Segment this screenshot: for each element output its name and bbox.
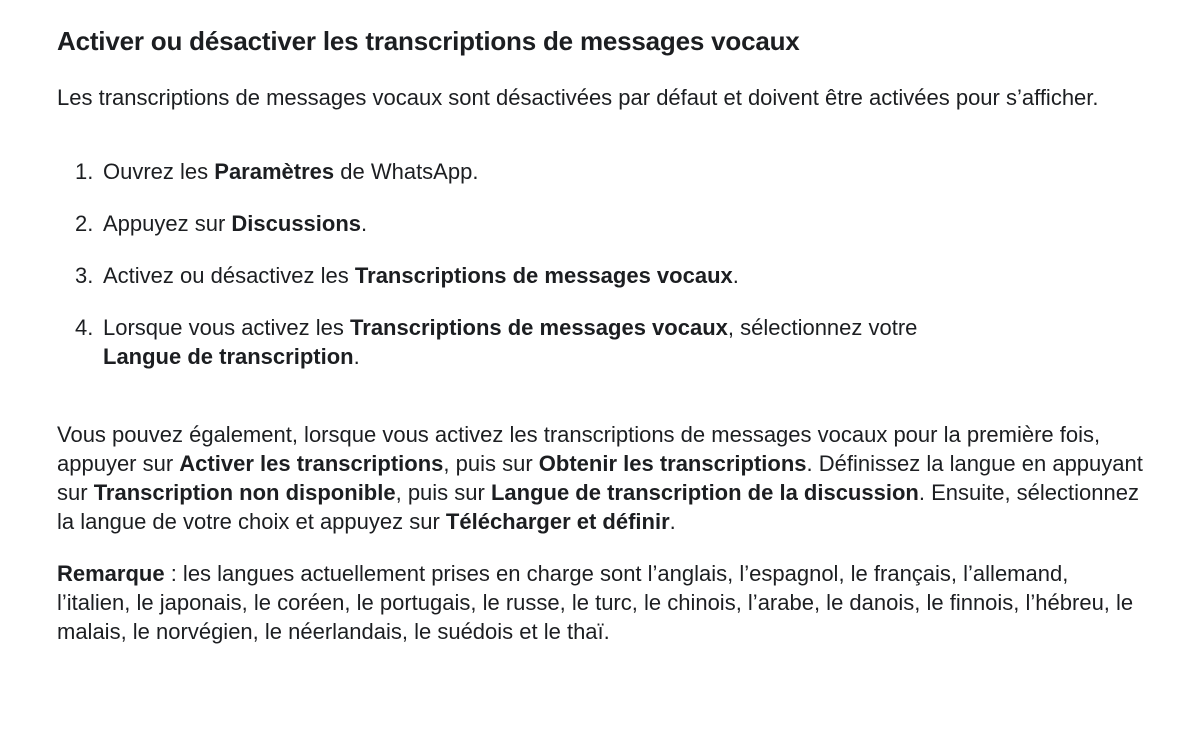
paragraph-text: , puis sur [395,480,491,505]
step-item [75,261,1147,290]
step-bold-term: Transcriptions de messages vocaux [350,315,728,340]
steps-list [57,157,1147,371]
step-number: 3. [75,263,94,288]
intro-paragraph: Les transcriptions de messages vocaux sont désactivées par défaut et doivent être activées pour s’afficher. [57,85,1099,110]
paragraph-bold-term: Télécharger et définir [445,509,670,534]
paragraph-text: . [669,509,676,534]
paragraph-text: Vous pouvez également, lorsque vous activez les transcriptions de messages vocaux pour la première fois, appuyer sur [57,422,1101,476]
step-text: Activez ou désactivez les [103,263,355,288]
step-text: . [732,263,739,288]
step-text: . [353,344,360,369]
step-bold-term: Discussions [231,211,362,236]
note-label: Remarque [57,561,165,586]
paragraph-bold-term: Langue de transcription de la discussion [490,480,919,505]
paragraph-text: . Ensuite, sélectionnez la langue de votre choix et appuyez sur [57,480,1139,534]
step-bold-term: Langue de transcription [103,344,354,369]
step-item [75,313,1147,371]
step-text: , sélectionnez votre [727,315,918,340]
article-title: Activer ou désactiver les transcriptions de messages vocaux [57,26,800,56]
step-text: Ouvrez les [103,159,215,184]
additional-info-paragraph [57,420,1147,536]
step-text: de WhatsApp. [334,159,479,184]
paragraph-text: , puis sur [443,451,539,476]
note-text: : les langues actuellement prises en charge sont l’anglais, l’espagnol, le français, l’allemand, l’italien, le japonais, le coréen, le portugais, le russe, le turc, le chinois, l’arabe, le danois, le finnois, l’hébreu, le malais, le norvégien, le néerlandais, le suédois et le thaï. [57,561,1134,644]
paragraph-bold-term: Activer les transcriptions [179,451,444,476]
step-text: Lorsque vous activez les [103,315,351,340]
step-item [75,209,1147,238]
paragraph-text: . Définissez la langue en appuyant sur [57,451,1143,505]
step-bold-term: Transcriptions de messages vocaux [354,263,733,288]
paragraph-bold-term: Obtenir les transcriptions [538,451,807,476]
step-number: 4. [75,315,94,340]
step-bold-term: Paramètres [214,159,335,184]
note-paragraph [57,559,1147,646]
step-number: 1. [75,159,94,184]
paragraph-bold-term: Transcription non disponible [93,480,396,505]
step-text: . [361,211,368,236]
step-text: Appuyez sur [103,211,232,236]
step-number: 2. [75,211,94,236]
step-item [75,157,1147,186]
